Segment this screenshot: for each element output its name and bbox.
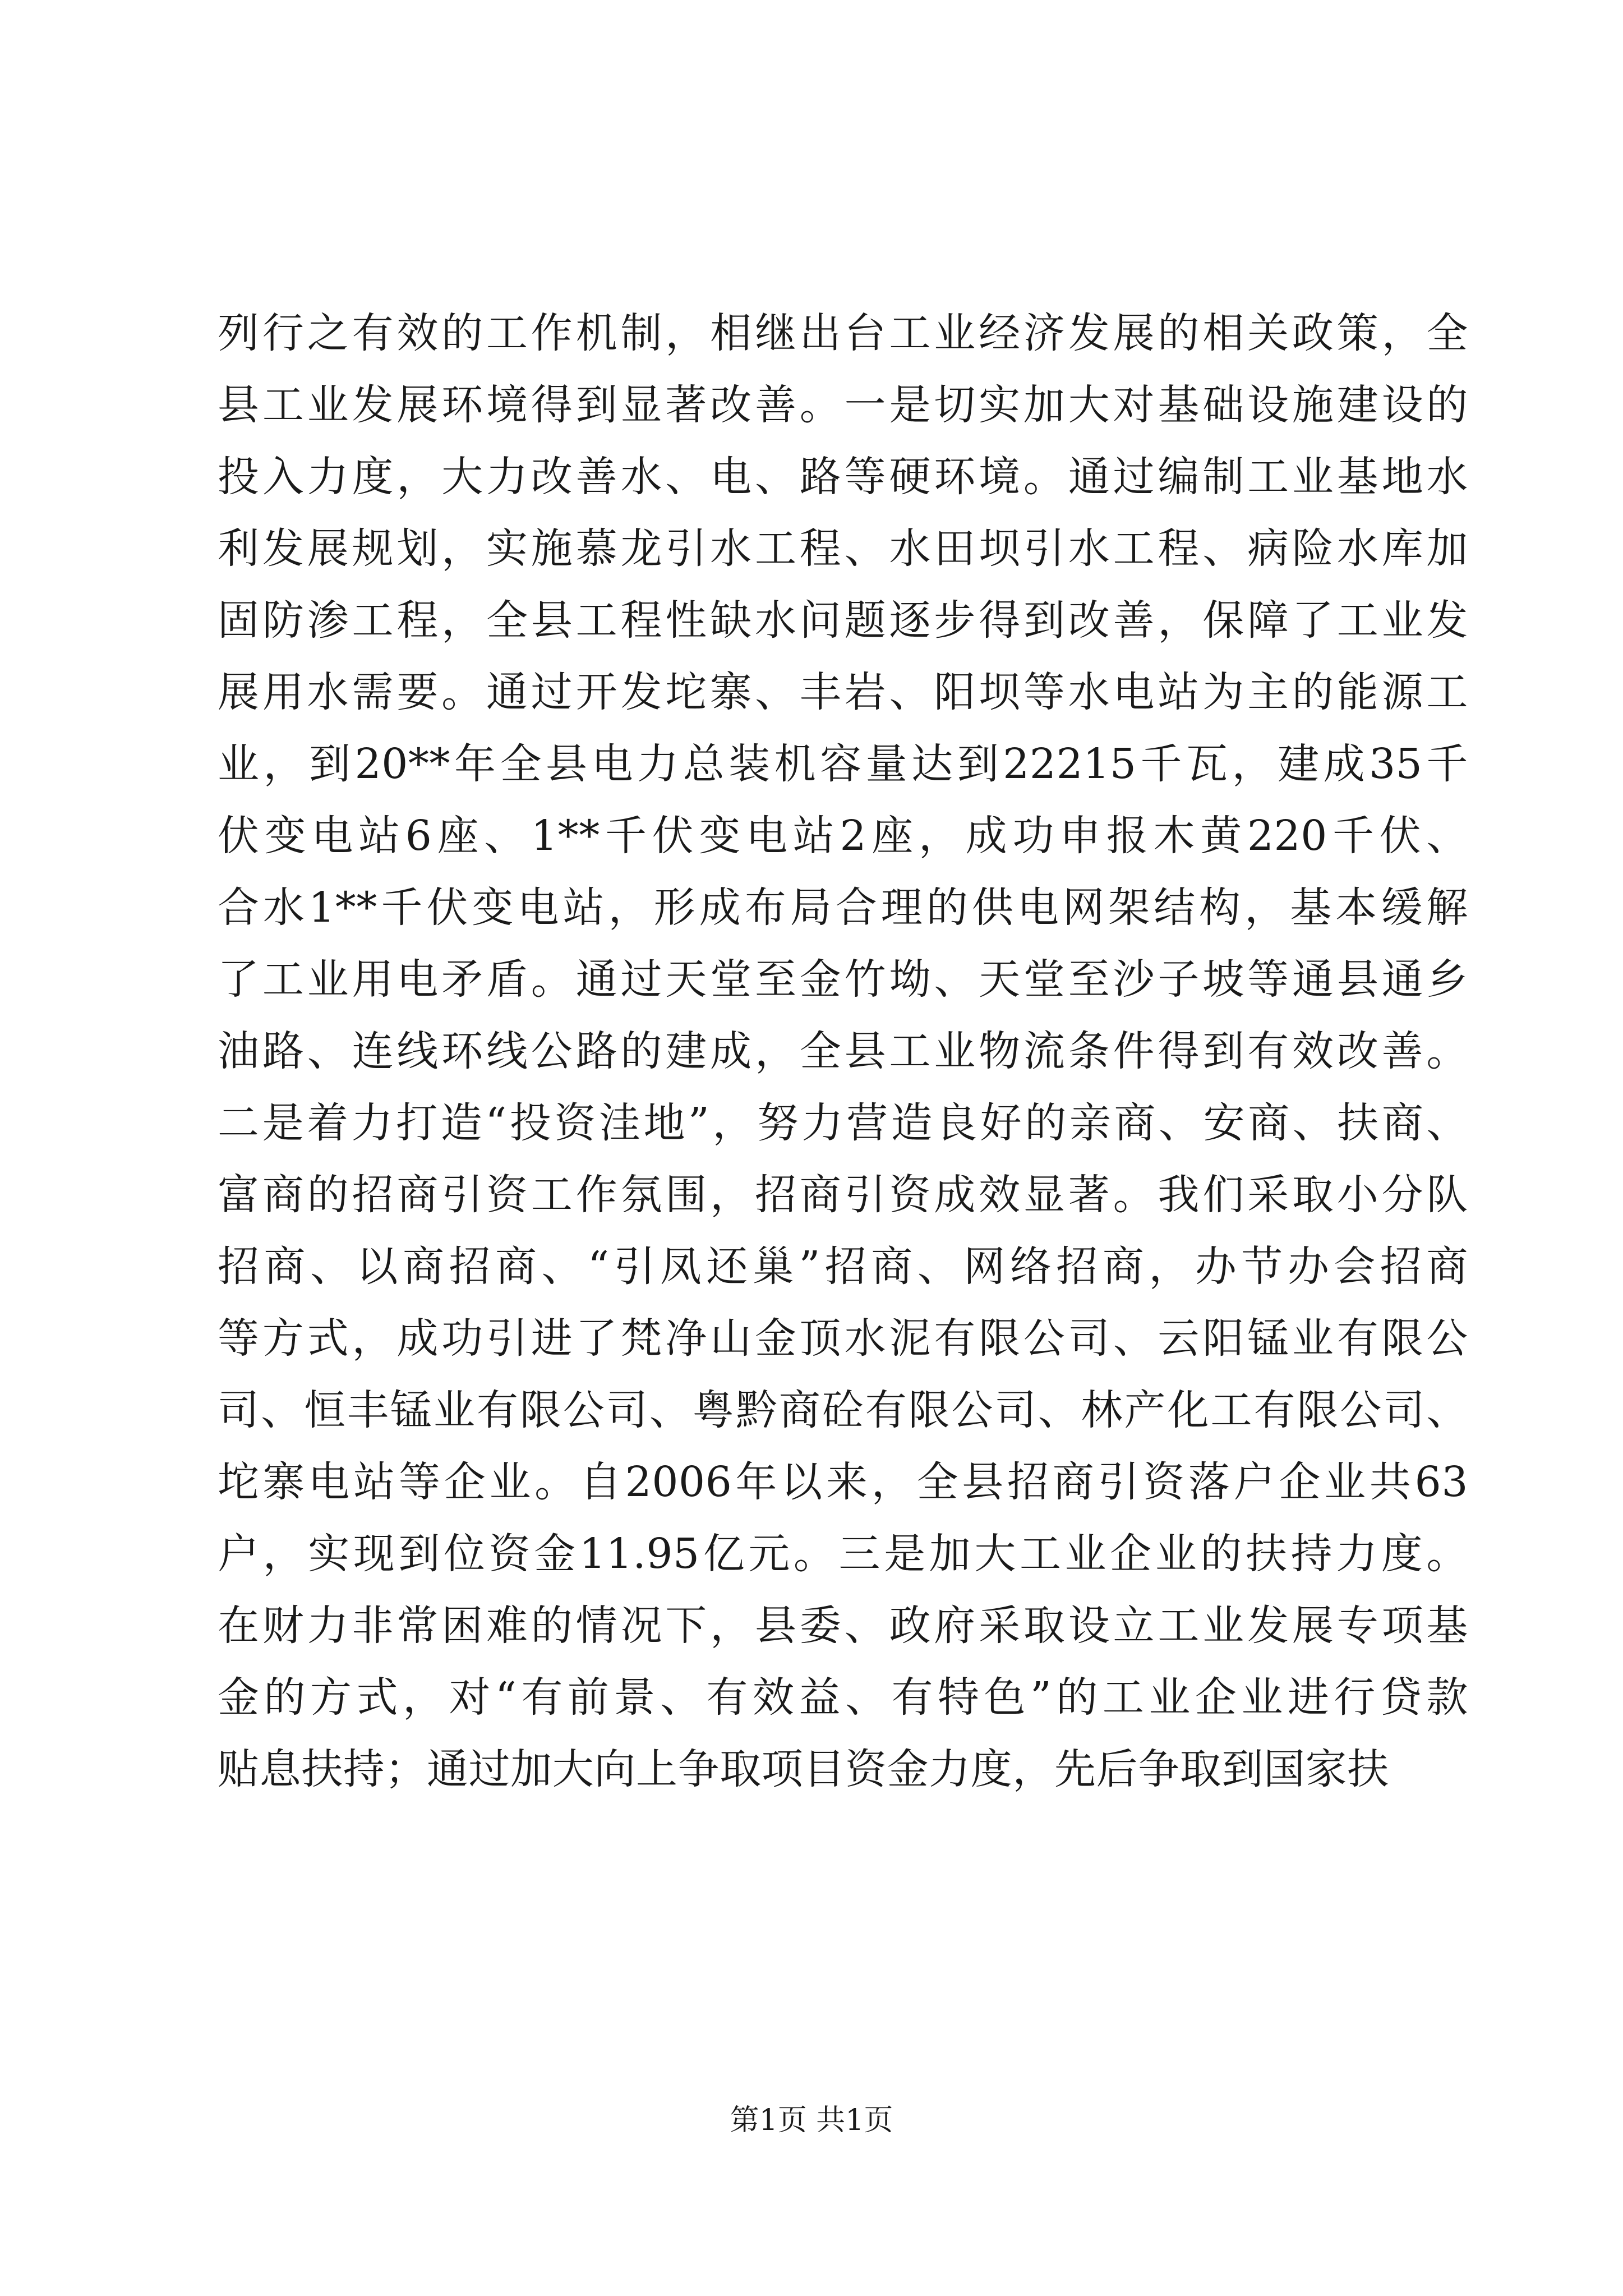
text-line: 司、恒丰锰业有限公司、粤黔商砼有限公司、林产化工有限公司、 xyxy=(218,1386,1468,1434)
text-line: 业，到20**年全县电力总装机容量达到22215千瓦，建成35千 xyxy=(218,740,1468,788)
text-line: 固防渗工程，全县工程性缺水问题逐步得到改善，保障了工业发 xyxy=(218,596,1468,645)
text-line: 列行之有效的工作机制，相继出台工业经济发展的相关政策，全 xyxy=(218,309,1468,357)
text-line: 利发展规划，实施慕龙引水工程、水田坝引水工程、病险水库加 xyxy=(218,524,1468,573)
text-line: 投入力度，大力改善水、电、路等硬环境。通过编制工业基地水 xyxy=(218,453,1468,501)
text-line: 二是着力打造“投资洼地”，努力营造良好的亲商、安商、扶商、 xyxy=(218,1099,1468,1147)
page-number: 第1页 共1页 xyxy=(730,2104,893,2137)
text-line: 展用水需要。通过开发坨寨、丰岩、阳坝等水电站为主的能源工 xyxy=(218,668,1468,716)
body-paragraph xyxy=(218,297,1468,1805)
text-line: 贴息扶持；通过加大向上争取项目资金力度，先后争取到国家扶 xyxy=(218,1745,1389,1793)
text-line: 在财力非常困难的情况下，县委、政府采取设立工业发展专项基 xyxy=(218,1602,1468,1650)
text-line: 金的方式，对“有前景、有效益、有特色”的工业企业进行贷款 xyxy=(218,1673,1468,1722)
text-line: 县工业发展环境得到显著改善。一是切实加大对基础设施建设的 xyxy=(218,381,1468,429)
text-line: 合水1**千伏变电站，形成布局合理的供电网架结构，基本缓解 xyxy=(218,884,1468,932)
text-line: 伏变电站6座、1**千伏变电站2座，成功申报木黄220千伏、 xyxy=(218,812,1468,860)
text-line: 油路、连线环线公路的建成，全县工业物流条件得到有效改善。 xyxy=(218,1027,1468,1075)
text-line: 等方式，成功引进了梵净山金顶水泥有限公司、云阳锰业有限公 xyxy=(218,1314,1468,1363)
text-line: 富商的招商引资工作氛围，招商引资成效显著。我们采取小分队 xyxy=(218,1171,1468,1219)
page-footer xyxy=(0,2101,1623,2140)
text-line: 招商、以商招商、“引凤还巢”招商、网络招商，办节办会招商 xyxy=(218,1243,1468,1291)
text-line: 坨寨电站等企业。自2006年以来，全县招商引资落户企业共63 xyxy=(218,1458,1468,1506)
text-line: 了工业用电矛盾。通过天堂至金竹坳、天堂至沙子坡等通县通乡 xyxy=(218,955,1468,1004)
text-line: 户，实现到位资金11.95亿元。三是加大工业企业的扶持力度。 xyxy=(218,1530,1468,1578)
